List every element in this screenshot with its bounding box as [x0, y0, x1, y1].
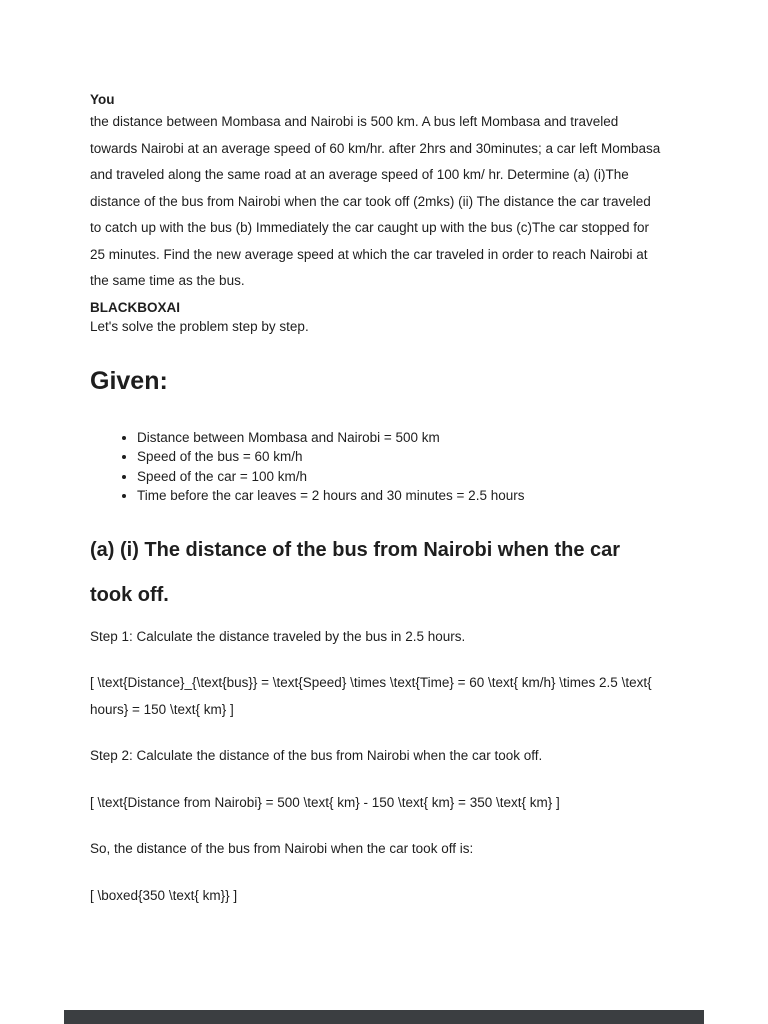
given-item: • Distance between Mombasa and Nairobi = 500 km [137, 428, 678, 448]
given-item: • Speed of the bus = 60 km/h [137, 447, 678, 467]
solution-conclusion: So, the distance of the bus from Nairobi when the car took off is: [90, 841, 474, 856]
user-message-line: distance of the bus from Nairobi when the car took off (2mks) (ii) The distance the car traveled [90, 193, 651, 209]
given-item: • Time before the car leaves = 2 hours and 30 minutes = 2.5 hours [137, 486, 678, 506]
section-heading-line: (a) (i) The distance of the bus from Nairobi when the car [90, 538, 621, 561]
solution-formula1 [90, 670, 678, 723]
assistant-label: BLACKBOXAI [90, 299, 180, 315]
formula-line: [ \text{Distance}_{\text{bus}} = \text{Speed} \times \text{Time} = 60 \text{ km/h} \times 2.5 \text{ [90, 675, 652, 690]
next-page-edge [64, 1010, 704, 1024]
solution-step2: Step 2: Calculate the distance of the bus from Nairobi when the car took off. [90, 748, 543, 763]
solution-step1: Step 1: Calculate the distance traveled by the bus in 2.5 hours. [90, 628, 466, 644]
user-label: You [90, 92, 115, 107]
assistant-intro: Let's solve the problem step by step. [90, 318, 309, 334]
user-message-line: towards Nairobi at an average speed of 60 km/hr. after 2hrs and 30minutes; a car left Mombasa [90, 140, 661, 156]
given-list [90, 428, 678, 506]
given-heading: Given: [90, 366, 168, 395]
user-message-line: 25 minutes. Find the new average speed at which the car traveled in order to reach Nairobi at [90, 246, 648, 262]
given-item: • Speed of the car = 100 km/h [137, 467, 678, 487]
solution-formula2: [ \text{Distance from Nairobi} = 500 \text{ km} - 150 \text{ km} = 350 \text{ km} ] [90, 794, 560, 810]
user-message-line: to catch up with the bus (b) Immediately the car caught up with the bus (c)The car stopped for [90, 220, 650, 235]
section-heading [90, 528, 678, 618]
user-message-line: the same time as the bus. [90, 273, 245, 288]
formula-line: hours} = 150 \text{ km} ] [90, 701, 234, 717]
user-message [90, 109, 678, 295]
user-message-line: the distance between Mombasa and Nairobi is 500 km. A bus left Mombasa and traveled [90, 114, 619, 129]
user-message-line: and traveled along the same road at an average speed of 100 km/ hr. Determine (a) (i)The [90, 167, 629, 182]
section-heading-line: took off. [90, 583, 169, 606]
solution-boxed-answer: [ \boxed{350 \text{ km}} ] [90, 887, 238, 903]
